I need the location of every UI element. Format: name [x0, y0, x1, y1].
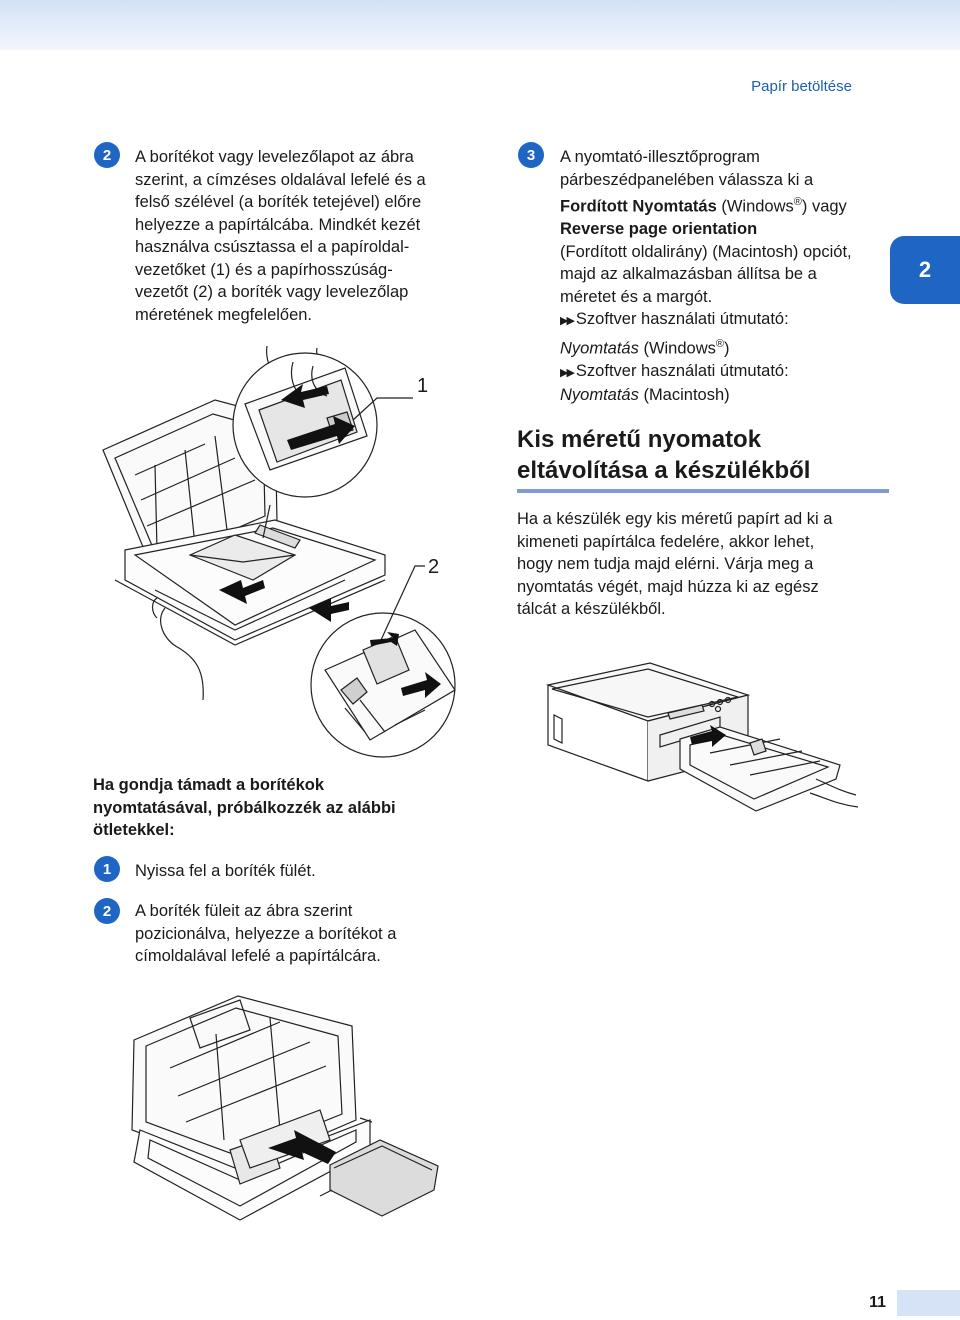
printer-tray-removal-illustration	[540, 655, 870, 830]
section-body-line: Ha a készülék egy kis méretű papírt ad ki a	[517, 510, 833, 528]
section-body-line: kimeneti papírtálca fedelére, akkor lehet,	[517, 532, 815, 551]
reference-link[interactable]	[560, 308, 852, 333]
option-name: Fordított Nyomtatás	[560, 197, 717, 216]
step3-line	[560, 191, 852, 218]
os-name: (Windows	[716, 197, 794, 216]
reference-target	[560, 333, 852, 360]
reference-link[interactable]	[560, 360, 852, 385]
reference-chapter: Nyomtatás	[560, 386, 639, 404]
section-heading-line: Kis méretű nyomatok	[517, 426, 762, 453]
registered-mark: ®	[715, 337, 724, 350]
step2-line: vezetőt (2) a boríték vagy levelezőlap	[135, 283, 409, 301]
tip-step-line: Nyissa fel a boríték fülét.	[135, 862, 316, 880]
registered-mark: ®	[793, 196, 802, 208]
page-number: 11	[869, 1294, 886, 1311]
reference-chapter: Nyomtatás	[560, 339, 639, 357]
callout-label-1: 1	[417, 375, 429, 397]
tip-step-line: A boríték füleit az ábra szerint	[135, 902, 353, 920]
step2-line: használva csúsztassa el a papíroldal-	[135, 238, 410, 256]
envelope-into-tray-illustration	[120, 990, 450, 1240]
section-heading-line: eltávolítása a készülékből	[517, 457, 811, 484]
step3-text	[560, 146, 852, 407]
tip-step-2-text	[135, 900, 396, 968]
section-body-line: hogy nem tudja majd elérni. Várja meg a	[517, 555, 814, 573]
reference-text: Szoftver használati útmutató:	[575, 361, 789, 380]
section-body-line: nyomtatás végét, majd húzza ki az egész	[517, 577, 819, 596]
tip-step-1-text	[135, 860, 316, 883]
step3-line: méretet és a margót.	[560, 287, 713, 306]
step2-line: helyezze a papírtálcába. Mindkét kezét	[135, 215, 421, 234]
tip-heading-line: nyomtatásával, próbálkozzék az alábbi	[93, 798, 396, 817]
double-arrow-icon: ▶▶	[560, 366, 573, 379]
tip-step-line: pozicionálva, helyezze a borítékot a	[135, 924, 397, 943]
section-heading-rule	[517, 489, 889, 493]
envelope-loading-illustration	[95, 340, 495, 760]
option-name: Reverse page orientation	[560, 220, 758, 238]
step-number-badge: 3	[518, 142, 544, 168]
tip-heading-line: Ha gondja támadt a borítékok	[93, 776, 325, 794]
os-name: (Macintosh)	[638, 386, 730, 404]
os-name: (Windows	[638, 339, 716, 357]
step3-line: (Fordított oldalirány) (Macintosh) opciót,	[560, 242, 852, 261]
section-body-line: tálcát a készülékből.	[517, 600, 666, 618]
step-number-badge: 1	[94, 856, 120, 882]
chapter-tab: 2	[890, 236, 960, 304]
step2-line: méretének megfelelően.	[135, 305, 313, 324]
section-heading	[517, 424, 810, 486]
step-number-badge: 2	[94, 898, 120, 924]
step3-line: A nyomtató-illesztőprogram	[560, 148, 760, 166]
step3-line-tail: ) vagy	[801, 197, 847, 216]
step-number-badge: 2	[94, 142, 120, 168]
tip-heading	[93, 774, 396, 842]
reference-target	[560, 384, 852, 407]
step2-line: felső szélével (a boríték tetejével) előre	[135, 193, 422, 211]
page-number-band	[897, 1290, 960, 1316]
reference-tail: )	[723, 339, 730, 357]
step3-line: majd az alkalmazásban állítsa be a	[560, 265, 817, 283]
callout-label-2: 2	[428, 556, 440, 578]
step2-line: vezetőket (1) és a papírhosszúság-	[135, 260, 393, 279]
step3-line: párbeszédpanelében válassza ki a	[560, 170, 814, 189]
step3-line	[560, 218, 852, 241]
step2-line: A borítékot vagy levelezőlapot az ábra	[135, 148, 414, 166]
step2-text	[135, 146, 426, 326]
reference-text: Szoftver használati útmutató:	[575, 310, 789, 328]
section-body	[517, 508, 832, 621]
step2-line: szerint, a címzéses oldalával lefelé és a	[135, 170, 426, 189]
double-arrow-icon: ▶▶	[560, 315, 573, 327]
page-header-title: Papír betöltése	[751, 78, 852, 95]
tip-heading-line: ötletekkel:	[93, 821, 175, 839]
tip-step-line: címoldalával lefelé a papírtálcára.	[135, 947, 381, 965]
top-band	[0, 0, 960, 50]
